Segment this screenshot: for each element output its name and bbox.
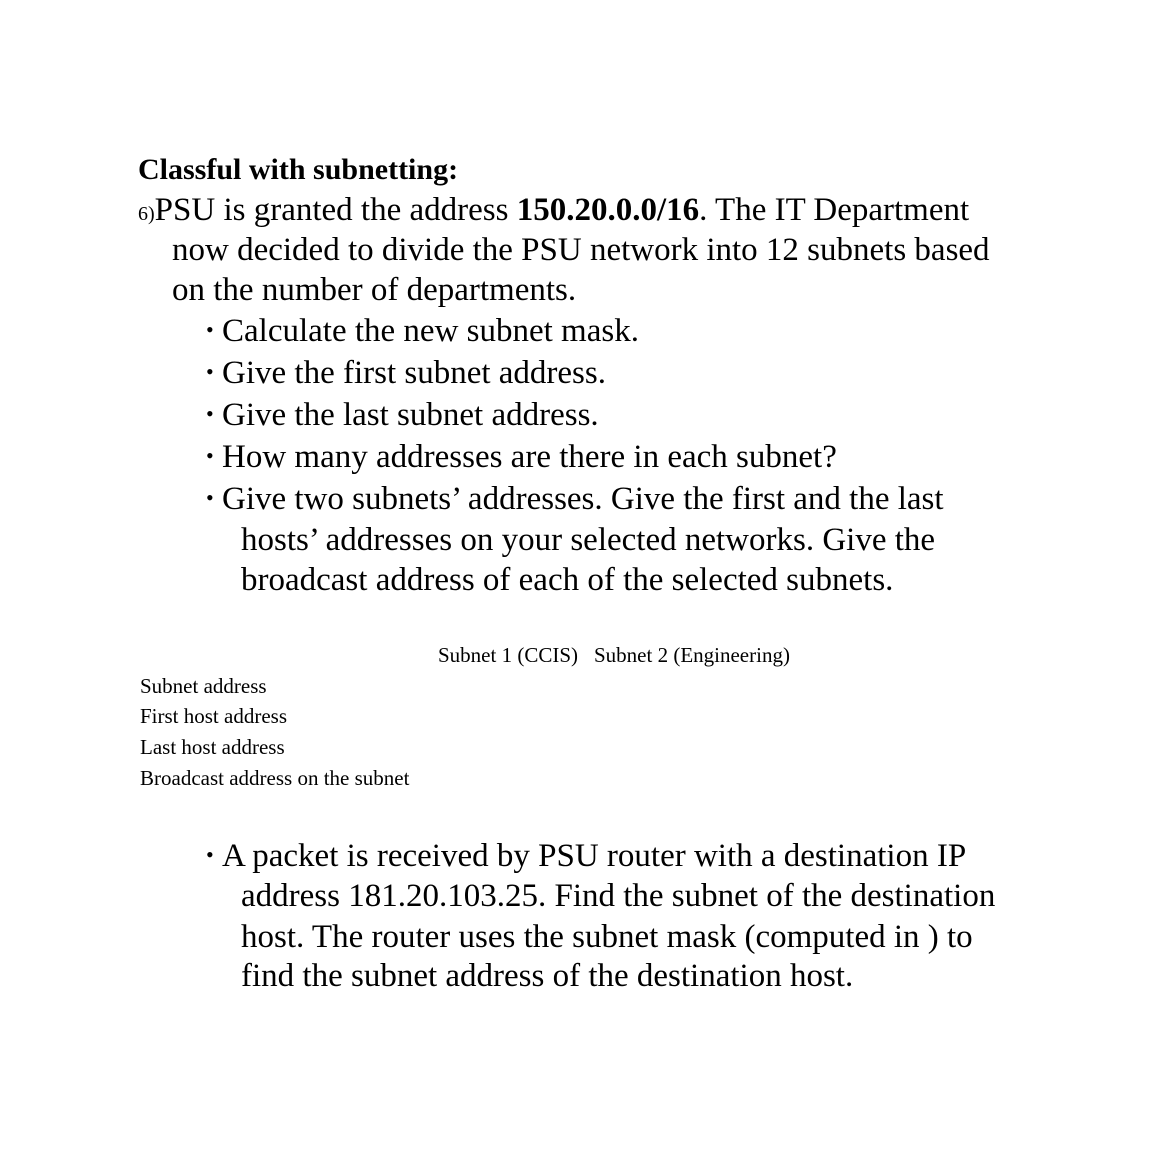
table-row-label: First host address — [140, 704, 287, 728]
bullet-text: Give the last subnet address. — [222, 397, 599, 433]
bullet-icon: • — [206, 485, 214, 510]
bullet-icon: • — [206, 317, 214, 342]
table-row-label: Subnet address — [140, 674, 267, 698]
bullet-text: A packet is received by PSU router with a destination IP — [222, 838, 967, 874]
question-line-3: on the number of departments. — [172, 272, 577, 308]
bullet-packet-line-2: address 181.20.103.25. Find the subnet of the destination — [241, 878, 996, 914]
table-header-subnet-2: Subnet 2 (Engineering) — [594, 643, 790, 667]
bullet-subnet-mask — [206, 310, 639, 351]
bullet-text: Calculate the new subnet mask. — [222, 313, 639, 349]
bullet-icon: • — [206, 842, 214, 867]
question-line-2: now decided to divide the PSU network into 12 subnets based — [172, 232, 990, 268]
bullet-first-subnet — [206, 352, 606, 393]
bullet-two-subnets-line-2: hosts’ addresses on your selected networks. Give the — [241, 522, 936, 558]
bullet-icon: • — [206, 359, 214, 384]
bullet-text: Give two subnets’ addresses. Give the first and the last — [222, 481, 944, 517]
bullet-two-subnets — [206, 478, 944, 519]
section-heading: Classful with subnetting: — [138, 153, 459, 186]
question-text-pre: PSU is granted the address — [154, 192, 517, 228]
bullet-icon: • — [206, 401, 214, 426]
bullet-packet-received — [206, 835, 966, 876]
bullet-text: Give the first subnet address. — [222, 355, 606, 391]
table-row-label: Broadcast address on the subnet — [140, 766, 410, 790]
bullet-last-subnet — [206, 394, 599, 435]
bullet-packet-line-3: host. The router uses the subnet mask (computed in ) to — [241, 919, 973, 955]
question-line-1 — [138, 190, 969, 234]
bullet-packet-line-4: find the subnet address of the destination host. — [241, 958, 854, 994]
question-text-post: . The IT Department — [699, 192, 970, 228]
bullet-addresses-count — [206, 436, 837, 477]
granted-address: 150.20.0.0/16 — [516, 192, 700, 228]
bullet-text: How many addresses are there in each subnet? — [222, 439, 837, 475]
bullet-icon: • — [206, 443, 214, 468]
question-number: 6) — [138, 203, 155, 225]
table-header-subnet-1: Subnet 1 (CCIS) — [438, 643, 579, 667]
bullet-two-subnets-line-3: broadcast address of each of the selected subnets. — [241, 562, 894, 598]
table-row-label: Last host address — [140, 735, 285, 759]
